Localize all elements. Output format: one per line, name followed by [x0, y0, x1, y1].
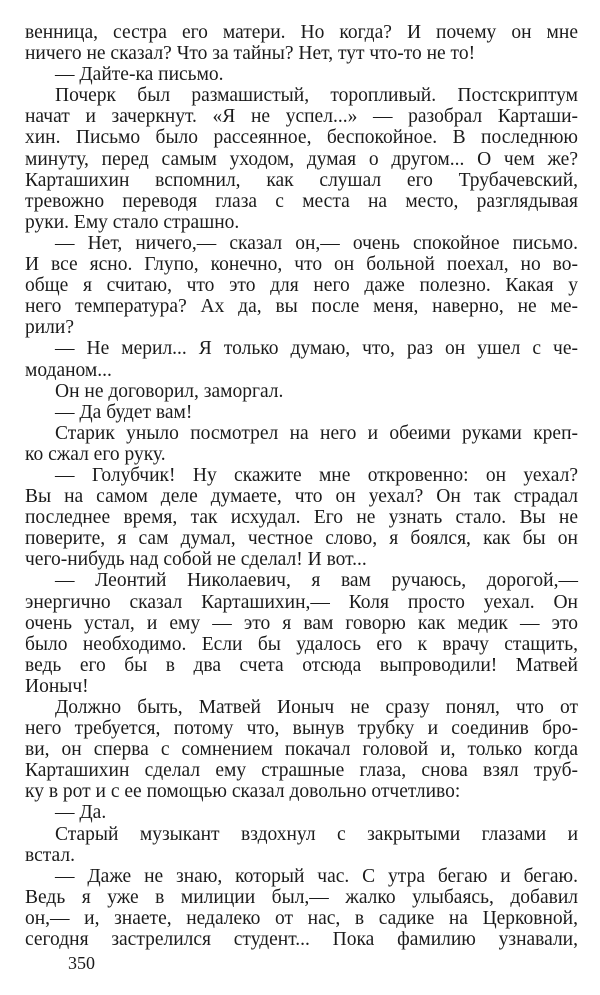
text-line: ничего не сказал? Что за тайны? Нет, тут что-то не то!: [25, 43, 476, 65]
paragraph: [25, 570, 578, 697]
text-line: Почерк был размашистый, торопливый. Постскриптум: [55, 85, 578, 107]
text-line: тревожно переводя глаза с места на место, разглядывая: [25, 190, 578, 212]
paragraph: [25, 338, 578, 380]
paragraph: [25, 233, 578, 338]
text-line: последнее время, так исхудал. Его не узнать стало. Вы не: [25, 507, 578, 529]
text-line: — Да будет вам!: [55, 401, 193, 423]
text-line: Карташихин сделал ему страшные глаза, снова взял труб-: [25, 760, 578, 782]
paragraph: [25, 64, 578, 85]
text-line: — Да.: [55, 802, 107, 824]
text-line: ведь его бы в два счета отсюда выпроводили! Матвей: [25, 654, 578, 676]
text-line: моданом...: [25, 359, 112, 381]
text-line: минуту, перед самым уходом, думая о другом... О чем же?: [25, 148, 578, 170]
paragraph: [25, 22, 578, 64]
text-line: чего-нибудь над собой не сделал! И вот...: [25, 549, 367, 571]
text-line: он,— и, знаете, недалеко от нас, в садике на Церковной,: [25, 907, 578, 929]
text-line: ко сжал его руку.: [25, 443, 166, 465]
text-line: И все ясно. Глупо, конечно, что он больной поехал, но во-: [25, 254, 578, 276]
text-line: сегодня застрелился студент... Пока фамилию узнавали,: [25, 929, 578, 951]
text-line: — Даже не знаю, который час. С утра бегаю и бегаю.: [55, 865, 578, 887]
paragraph: [25, 381, 578, 402]
text-line: Старик уныло посмотрел на него и обеими руками креп-: [55, 422, 578, 444]
text-line: — Леонтий Николаевич, я вам ручаюсь, дорогой,—: [55, 570, 578, 592]
text-line: ку в рот и с ее помощью сказал довольно отчетливо:: [25, 781, 461, 803]
paragraph: [25, 85, 578, 233]
paragraph: [25, 824, 578, 866]
text-line: руки. Ему стало страшно.: [25, 211, 240, 233]
text-line: встал.: [25, 844, 75, 866]
text-line: очень устал, и ему — это я вам говорю как медик — это: [25, 612, 578, 634]
text-line: — Нет, ничего,— сказал он,— очень спокойное письмо.: [55, 232, 578, 254]
paragraph: [25, 866, 578, 950]
text-line: него температура? Ах да, вы после меня, наверно, не ме-: [25, 296, 578, 318]
text-line: него требуется, потому что, вынув трубку и соединив бро-: [25, 718, 578, 740]
text-line: Должно быть, Матвей Ионыч не сразу понял, что от: [55, 697, 578, 718]
text-line: энергично сказал Карташихин,— Коля просто уехал. Он: [25, 591, 578, 613]
page-number: 350: [68, 953, 95, 973]
text-line: Он не договорил, заморгал.: [55, 380, 284, 402]
text-line: — Голубчик! Ну скажите мне откровенно: он уехал?: [55, 464, 578, 486]
text-line: Вы на самом деле думаете, что он уехал? Он так страдал: [25, 486, 578, 508]
paragraph: [25, 802, 578, 823]
page-text: [25, 22, 578, 950]
paragraph: [25, 423, 578, 465]
text-line: — Дайте-ка письмо.: [55, 64, 224, 86]
text-line: Старый музыкант вздохнул с закрытыми глазами и: [55, 823, 578, 845]
paragraph: [25, 465, 578, 570]
text-line: начат и зачеркнут. «Я не успел...» — разобрал Карташи-: [25, 106, 578, 128]
text-line: ви, он сперва с сомнением покачал головой и, только когда: [25, 739, 578, 761]
text-line: Ионыч!: [25, 675, 89, 697]
text-line: венница, сестра его матери. Но когда? И почему он мне: [25, 22, 578, 43]
paragraph: [25, 402, 578, 423]
text-line: рили?: [25, 317, 75, 339]
text-line: было необходимо. Если бы удалось его к врачу стащить,: [25, 633, 578, 655]
text-line: обще я считаю, что это для него даже полезно. Какая у: [25, 275, 578, 297]
text-line: хин. Письмо было рассеянное, беспокойное. В последнюю: [25, 127, 578, 149]
text-line: — Не мерил... Я только думаю, что, раз он ушел с че-: [55, 338, 578, 360]
text-line: Ведь я уже в милиции был,— жалко улыбаясь, добавил: [25, 886, 578, 908]
text-line: Карташихин вспомнил, как слушал его Трубачевский,: [25, 169, 578, 191]
paragraph: [25, 697, 578, 802]
text-line: поверите, я сам думал, честное слово, я боялся, как бы он: [25, 528, 578, 550]
